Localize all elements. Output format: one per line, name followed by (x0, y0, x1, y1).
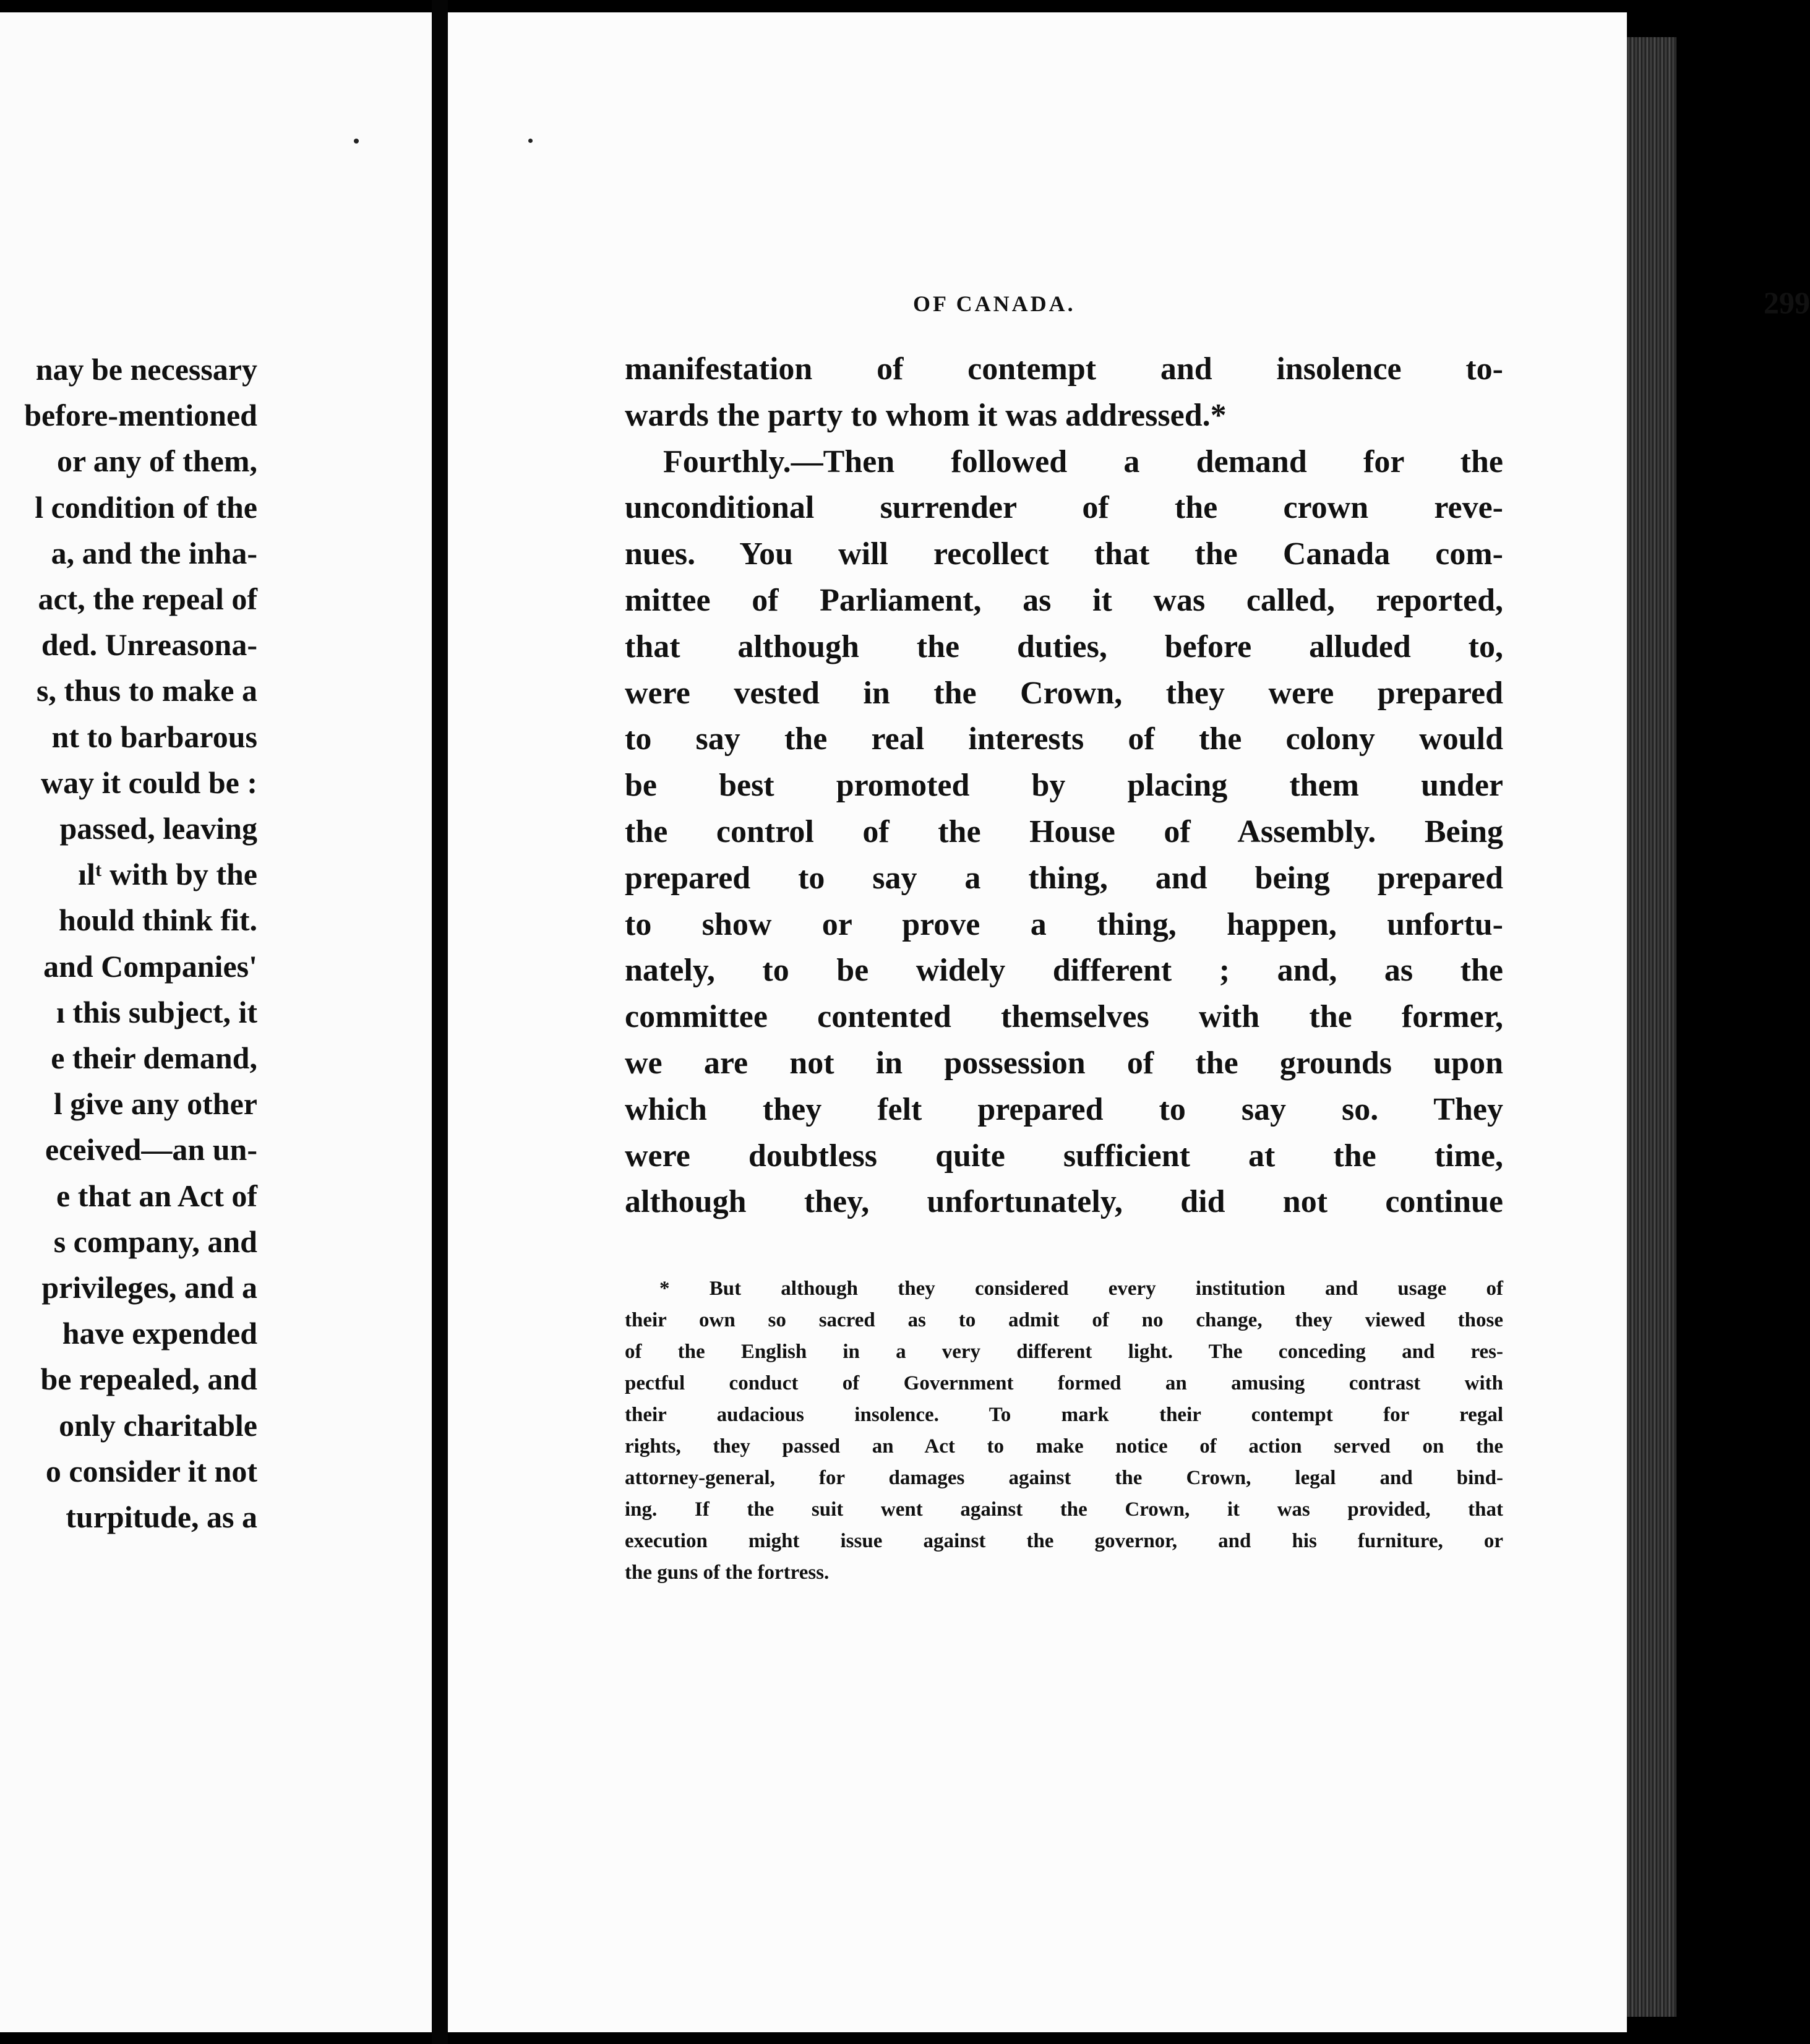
left-line: s company, and (53, 1224, 257, 1259)
footnote-line: execution might issue against the governor, and his furniture, or (625, 1530, 1503, 1552)
footnote-line: the guns of the fortress. (625, 1561, 830, 1584)
footnote-line: their own so sacred as to admit of no change, they viewed those (625, 1309, 1503, 1331)
left-line: eceived—an un- (45, 1132, 257, 1167)
left-line: hould think fit. (59, 903, 257, 938)
page-edge-stack (1627, 37, 1676, 2017)
left-line: have expended (62, 1316, 257, 1351)
left-line: nt to barbarous (51, 719, 257, 754)
body-line: that although the duties, before alluded to, (625, 629, 1503, 664)
body-line: nately, to be widely different ; and, as the (625, 953, 1503, 989)
ink-speck (528, 139, 533, 143)
body-line: to show or prove a thing, happen, unfortu- (625, 906, 1503, 942)
body-line: be best promoted by placing them under (625, 768, 1503, 804)
body-line: to say the real interests of the colony would (625, 721, 1503, 757)
body-line: prepared to say a thing, and being prepared (625, 860, 1503, 896)
body-line: nues. You will recollect that the Canada com- (625, 536, 1503, 572)
left-line: ı this subject, it (56, 994, 257, 1029)
body-line: the control of the House of Assembly. Being (625, 814, 1503, 849)
left-line: be repealed, and (40, 1362, 257, 1397)
body-line: we are not in possession of the grounds upon (625, 1045, 1503, 1081)
left-line: before-mentioned (24, 398, 257, 433)
page-number: 299 (1764, 285, 1810, 320)
left-line: and Companies' (43, 948, 257, 984)
body-line: manifestation of contempt and insolence to- (625, 351, 1503, 387)
footnote-line: attorney-general, for damages against the Crown, legal and bind- (625, 1467, 1503, 1489)
left-line: act, the repeal of (38, 582, 257, 617)
left-line: e that an Act of (56, 1178, 257, 1213)
footnote-line: rights, they passed an Act to make notice of action served on the (625, 1435, 1503, 1458)
left-line: privileges, and a (41, 1270, 257, 1305)
footnote-line: their audacious insolence. To mark their contempt for regal (625, 1404, 1503, 1426)
left-line: or any of them, (56, 444, 257, 479)
running-head-title: OF CANADA. (913, 291, 1076, 316)
left-line: passed, leaving (59, 811, 257, 846)
left-line: l condition of the (35, 489, 257, 525)
left-line: o consider it not (45, 1453, 257, 1488)
body-line: were vested in the Crown, they were prepared (625, 675, 1503, 711)
book-gutter (432, 0, 448, 2044)
footnote-line: of the English in a very different light. The conceding and res- (625, 1341, 1503, 1363)
body-line: were doubtless quite sufficient at the time, (625, 1138, 1503, 1174)
body-line: although they, unfortunately, did not continue (625, 1184, 1503, 1220)
body-line: mittee of Parliament, as it was called, reported, (625, 582, 1503, 618)
left-line: ded. Unreasona- (41, 627, 257, 663)
body-text (625, 346, 1503, 1226)
left-line: s, thus to make a (36, 673, 257, 708)
left-line: a, and the inha- (51, 535, 257, 570)
body-line: which they felt prepared to say so. They (625, 1091, 1503, 1127)
left-line: l give any other (53, 1086, 257, 1122)
left-line: nay be necessary (35, 352, 257, 387)
left-page (0, 12, 432, 2032)
left-line: ılᵗ with by the (78, 857, 257, 892)
left-line: only charitable (59, 1407, 257, 1443)
footnote-line: * But although they considered every institution and usage of (659, 1278, 1503, 1300)
left-line: way it could be : (41, 765, 257, 800)
left-line: turpitude, as a (66, 1500, 257, 1535)
body-line: wards the party to whom it was addressed.* (625, 397, 1227, 433)
footnote (625, 1273, 1503, 1589)
left-line: e their demand, (51, 1041, 257, 1076)
right-page (448, 12, 1810, 2032)
body-line: committee contented themselves with the former, (625, 999, 1503, 1035)
footnote-line: pectful conduct of Government formed an amusing contrast with (625, 1372, 1503, 1394)
ink-speck (354, 139, 359, 144)
left-page-text (0, 346, 257, 1540)
body-line: Fourthly.—Then followed a demand for the (663, 444, 1503, 479)
footnote-line: ing. If the suit went against the Crown, it was provided, that (625, 1498, 1503, 1521)
body-line: unconditional surrender of the crown reve- (625, 490, 1503, 526)
